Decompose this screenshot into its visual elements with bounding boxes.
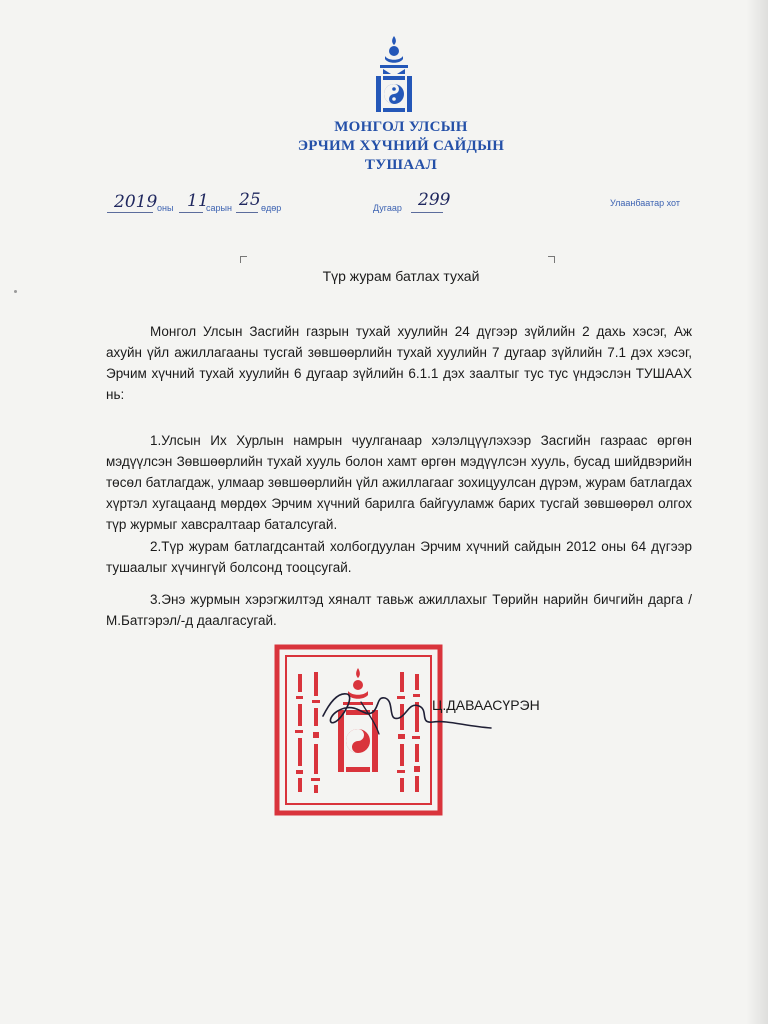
title-corner-mark-left (240, 256, 247, 263)
ministry-header-line3: ТУШААЛ (364, 157, 438, 173)
title-corner-mark-right (548, 256, 555, 263)
signer-name: Ц.ДАВААСҮРЭН (432, 697, 540, 713)
location-text: Улаанбаатар хот (610, 198, 680, 208)
date-day-line (236, 212, 258, 213)
date-year-line (107, 212, 153, 213)
number-label: Дугаар (373, 203, 402, 213)
preamble-paragraph: Монгол Улсын Засгийн газрын тухай хуулийн 24 дүгээр зүйлийн 2 дахь хэсэг, Аж ахуйн үйл ажиллагааны тусгай зөвшөөрлийн тухай хуулийн 7 дугаар зүйлийн 7.1 дэх хэсэг, Эрчим хүчний тухай хуулийн 6 дугаар зүйлийн 6.1.1 дэх заалтыг тус тус үндэслэн ТУШААХ нь: (106, 324, 692, 402)
ministry-header-line1: МОНГОЛ УЛСЫН (334, 119, 468, 135)
date-day: 25 (239, 190, 261, 210)
soyombo-emblem-icon (372, 34, 416, 114)
ministry-header-line2: ЭРЧИМ ХҮЧНИЙ САЙДЫН (297, 138, 505, 154)
scan-speck (14, 290, 17, 293)
date-month: 11 (187, 191, 209, 211)
document-title: Түр журам батлах тухай (322, 268, 480, 284)
order-item-2: 2.Түр журам батлагдсантай холбогдуулан Эрчим хүчний сайдын 2012 оны 64 дүгээр тушаалыг хүчингүй болсонд тооцсугай. (106, 539, 692, 575)
date-day-suffix: өдөр (261, 203, 282, 213)
number-line (411, 212, 443, 213)
number-value: 299 (418, 190, 451, 210)
order-item-1: 1.Улсын Их Хурлын намрын чуулганаар хэлэлцүүлэхээр Засгийн газраас өргөн мэдүүлсэн Зөвшөөрлийн тухай хууль болон хамт өргөн мэдүүлсэн хууль, бусад шийдвэрийн төсөл батлагдаж, улмаар зөвшөөрлийн үйл ажиллагааг зохицуулсан дүрэм, журам батлагдах хүртэл хугацаанд мөрдөх Эрчим хүчний барилга байгууламж барих тусгай зөвшөөрөл олгох түр журмыг хавсралтаар баталсугай. (106, 433, 692, 532)
date-year-suffix: оны (157, 203, 174, 213)
date-month-line (179, 212, 203, 213)
date-month-suffix: сарын (206, 203, 232, 213)
order-item-3: 3.Энэ журмын хэрэгжилтэд хяналт тавьж ажиллахыг Төрийн нарийн бичгийн дарга /М.Батгэрэл/-д даалгасугай. (106, 592, 692, 628)
date-year: 2019 (114, 192, 158, 212)
